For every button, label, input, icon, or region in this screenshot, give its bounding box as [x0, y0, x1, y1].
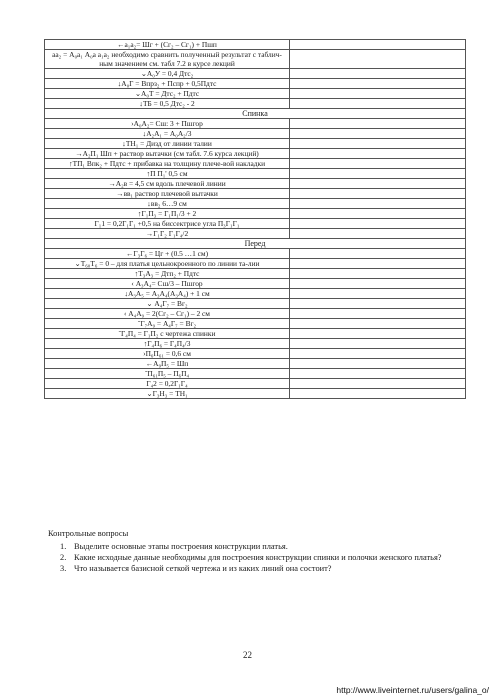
formula-cell: →Г₁Г₂ Г₁Г₄/2	[45, 229, 290, 239]
table-row	[45, 139, 466, 149]
formula-cell: ↑Т₃А₃ = Дтп₂ + Пдтс	[45, 269, 290, 279]
table-row	[45, 269, 466, 279]
formula-cell: ⌄Г₃Н₃ = ТН₁	[45, 389, 290, 399]
formula-cell: aa₂ = А₀a₁ А₀a a₁a₂ необходимо сравнить полученный результат с таблич-ным значением см. табл 7.2 в курсе лекций	[45, 50, 290, 69]
value-cell-empty	[290, 289, 466, 299]
formula-cell: →А₂в = 4,5 см вдоль плечевой линии	[45, 179, 290, 189]
question-number: 2.	[60, 553, 67, 562]
formula-cell: ˆГ₄П₄ = Г₁П₂ с чертежа спинки	[45, 329, 290, 339]
question-item	[60, 552, 458, 563]
table-row	[45, 249, 466, 259]
value-cell-empty	[290, 89, 466, 99]
table-row	[45, 319, 466, 329]
table-row	[45, 99, 466, 109]
value-cell-empty	[290, 189, 466, 199]
table-row	[45, 359, 466, 369]
control-questions	[48, 528, 458, 574]
questions-title: Контрольные вопросы	[48, 529, 129, 538]
formula-cell: ›П₆П₆₁ = 0,6 см	[45, 349, 290, 359]
value-cell-empty	[290, 389, 466, 399]
formula-cell: ›А₀А₂= Сш: 3 + Пшгор	[45, 119, 290, 129]
formula-cell: →А₂П₁ Шп + раствор вытачки (см табл. 7.6 курса лекций)	[45, 149, 290, 159]
table-row	[45, 40, 466, 50]
value-cell-empty	[290, 69, 466, 79]
source-watermark-url[interactable]: http://www.liveinternet.ru/users/galina_o/	[336, 685, 489, 695]
table-section-row	[45, 239, 466, 249]
value-cell-empty	[290, 219, 466, 229]
table-row	[45, 349, 466, 359]
formula-cell: ↑Г₁П₃ = Г₁П₁/3 + 2	[45, 209, 290, 219]
table-row	[45, 50, 466, 69]
value-cell-empty	[290, 259, 466, 269]
table-body	[45, 40, 466, 399]
table-row	[45, 129, 466, 139]
value-cell-empty	[290, 339, 466, 349]
table-row	[45, 79, 466, 89]
formula-cell: ↑П П₁' 0,5 см	[45, 169, 290, 179]
table-section-row	[45, 109, 466, 119]
table-row	[45, 279, 466, 289]
page-number: 22	[243, 650, 252, 660]
question-text: Какие исходные данные необходимы для построения конструкции спинки и полочки женского платья?	[74, 553, 442, 562]
formula-cell: ↓ТБ = 0,5 Дтс₂ - 2	[45, 99, 290, 109]
formula-cell: ⌄Т₆₀Т₆ = 0 – для платья цельнокроенного по линии та-лии	[45, 259, 290, 269]
question-text: Что называется базисной сеткой чертежа и из каких линий она состоит?	[74, 564, 332, 573]
formula-cell: ↓вв₂ 6…9 см	[45, 199, 290, 209]
value-cell-empty	[290, 119, 466, 129]
value-cell-empty	[290, 40, 466, 50]
question-item	[60, 541, 458, 552]
value-cell-empty	[290, 149, 466, 159]
table-row	[45, 69, 466, 79]
value-cell-empty	[290, 349, 466, 359]
table-row	[45, 209, 466, 219]
table-row	[45, 169, 466, 179]
section-heading: Спинка	[45, 109, 466, 119]
value-cell-empty	[290, 50, 466, 69]
table-row	[45, 289, 466, 299]
table-row	[45, 119, 466, 129]
construction-calculation-table	[44, 39, 466, 399]
table-row	[45, 229, 466, 239]
table-row	[45, 379, 466, 389]
formula-cell: ˆП₆₁П₅ – П₆П₄	[45, 369, 290, 379]
value-cell-empty	[290, 379, 466, 389]
table-row	[45, 369, 466, 379]
value-cell-empty	[290, 369, 466, 379]
value-cell-empty	[290, 249, 466, 259]
formula-cell: ↓ТН₁ = Дизд от линии талии	[45, 139, 290, 149]
table-row	[45, 179, 466, 189]
value-cell-empty	[290, 159, 466, 169]
value-cell-empty	[290, 199, 466, 209]
formula-cell: ←Г₃Г₆ = Цг + (0.5 …1 см)	[45, 249, 290, 259]
table-row	[45, 329, 466, 339]
formula-cell: ←А₉П₅ = Шп	[45, 359, 290, 369]
value-cell-empty	[290, 309, 466, 319]
questions-list	[48, 541, 458, 574]
value-cell-empty	[290, 329, 466, 339]
formula-cell: ⌄А₀У = 0,4 Дтс₂	[45, 69, 290, 79]
value-cell-empty	[290, 279, 466, 289]
table-row	[45, 189, 466, 199]
formula-cell: ⌄А₀Т = Дтс₂ + Пдтс	[45, 89, 290, 99]
value-cell-empty	[290, 319, 466, 329]
formula-cell: ↑Г₄П₆ = Г₄П₄/3	[45, 339, 290, 349]
formula-cell: ‹ А₄А₉ = 2(Сг₂ – Сг₁) – 2 см	[45, 309, 290, 319]
value-cell-empty	[290, 359, 466, 369]
formula-cell: Г₄2 = 0,2Г₁Г₄	[45, 379, 290, 389]
formula-cell: ↓А₂А₁ = А₀А₂/3	[45, 129, 290, 139]
question-number: 1.	[60, 542, 67, 551]
formula-cell: ⌄ А₄Г₇ = Вг₂	[45, 299, 290, 309]
formula-cell: ↑ТП₁ Впк₂ + Пдтс + прибавка на толщину плече-вой накладки	[45, 159, 290, 169]
value-cell-empty	[290, 269, 466, 279]
formula-cell: ‹ А₃А₄= Сш/3 – Пшгор	[45, 279, 290, 289]
value-cell-empty	[290, 99, 466, 109]
formula-cell: →вв₁ раствор плечевой вытачки	[45, 189, 290, 199]
formula-cell: Г₁1 = 0,2Г₁Г₁ +0,5 на биссектрисе угла П₃Г₁Г₁	[45, 219, 290, 229]
table-row	[45, 149, 466, 159]
table-row	[45, 309, 466, 319]
value-cell-empty	[290, 79, 466, 89]
table-row	[45, 259, 466, 269]
table-row	[45, 299, 466, 309]
table-row	[45, 159, 466, 169]
formula-cell: ˆГ₇А₉ = А₄Г₇ = Вг₂	[45, 319, 290, 329]
question-number: 3.	[60, 564, 67, 573]
value-cell-empty	[290, 229, 466, 239]
table-row	[45, 89, 466, 99]
formula-cell: ↓А₀Г = Впрз₂ + Пспр + 0,5Пдтс	[45, 79, 290, 89]
question-item	[60, 563, 458, 574]
value-cell-empty	[290, 209, 466, 219]
value-cell-empty	[290, 129, 466, 139]
formula-cell: ←a₁a₂= Шг + (Сг₂ – Сг₁) + Пшп	[45, 40, 290, 50]
table-row	[45, 219, 466, 229]
value-cell-empty	[290, 139, 466, 149]
table-row	[45, 389, 466, 399]
section-heading: Перед	[45, 239, 466, 249]
table-row	[45, 199, 466, 209]
question-text: Выделите основные этапы построения конструкции платья.	[74, 542, 288, 551]
value-cell-empty	[290, 299, 466, 309]
value-cell-empty	[290, 179, 466, 189]
table-row	[45, 339, 466, 349]
value-cell-empty	[290, 169, 466, 179]
formula-cell: ↓А₃А₅ = А₃А₄(А₃А₄) + 1 см	[45, 289, 290, 299]
